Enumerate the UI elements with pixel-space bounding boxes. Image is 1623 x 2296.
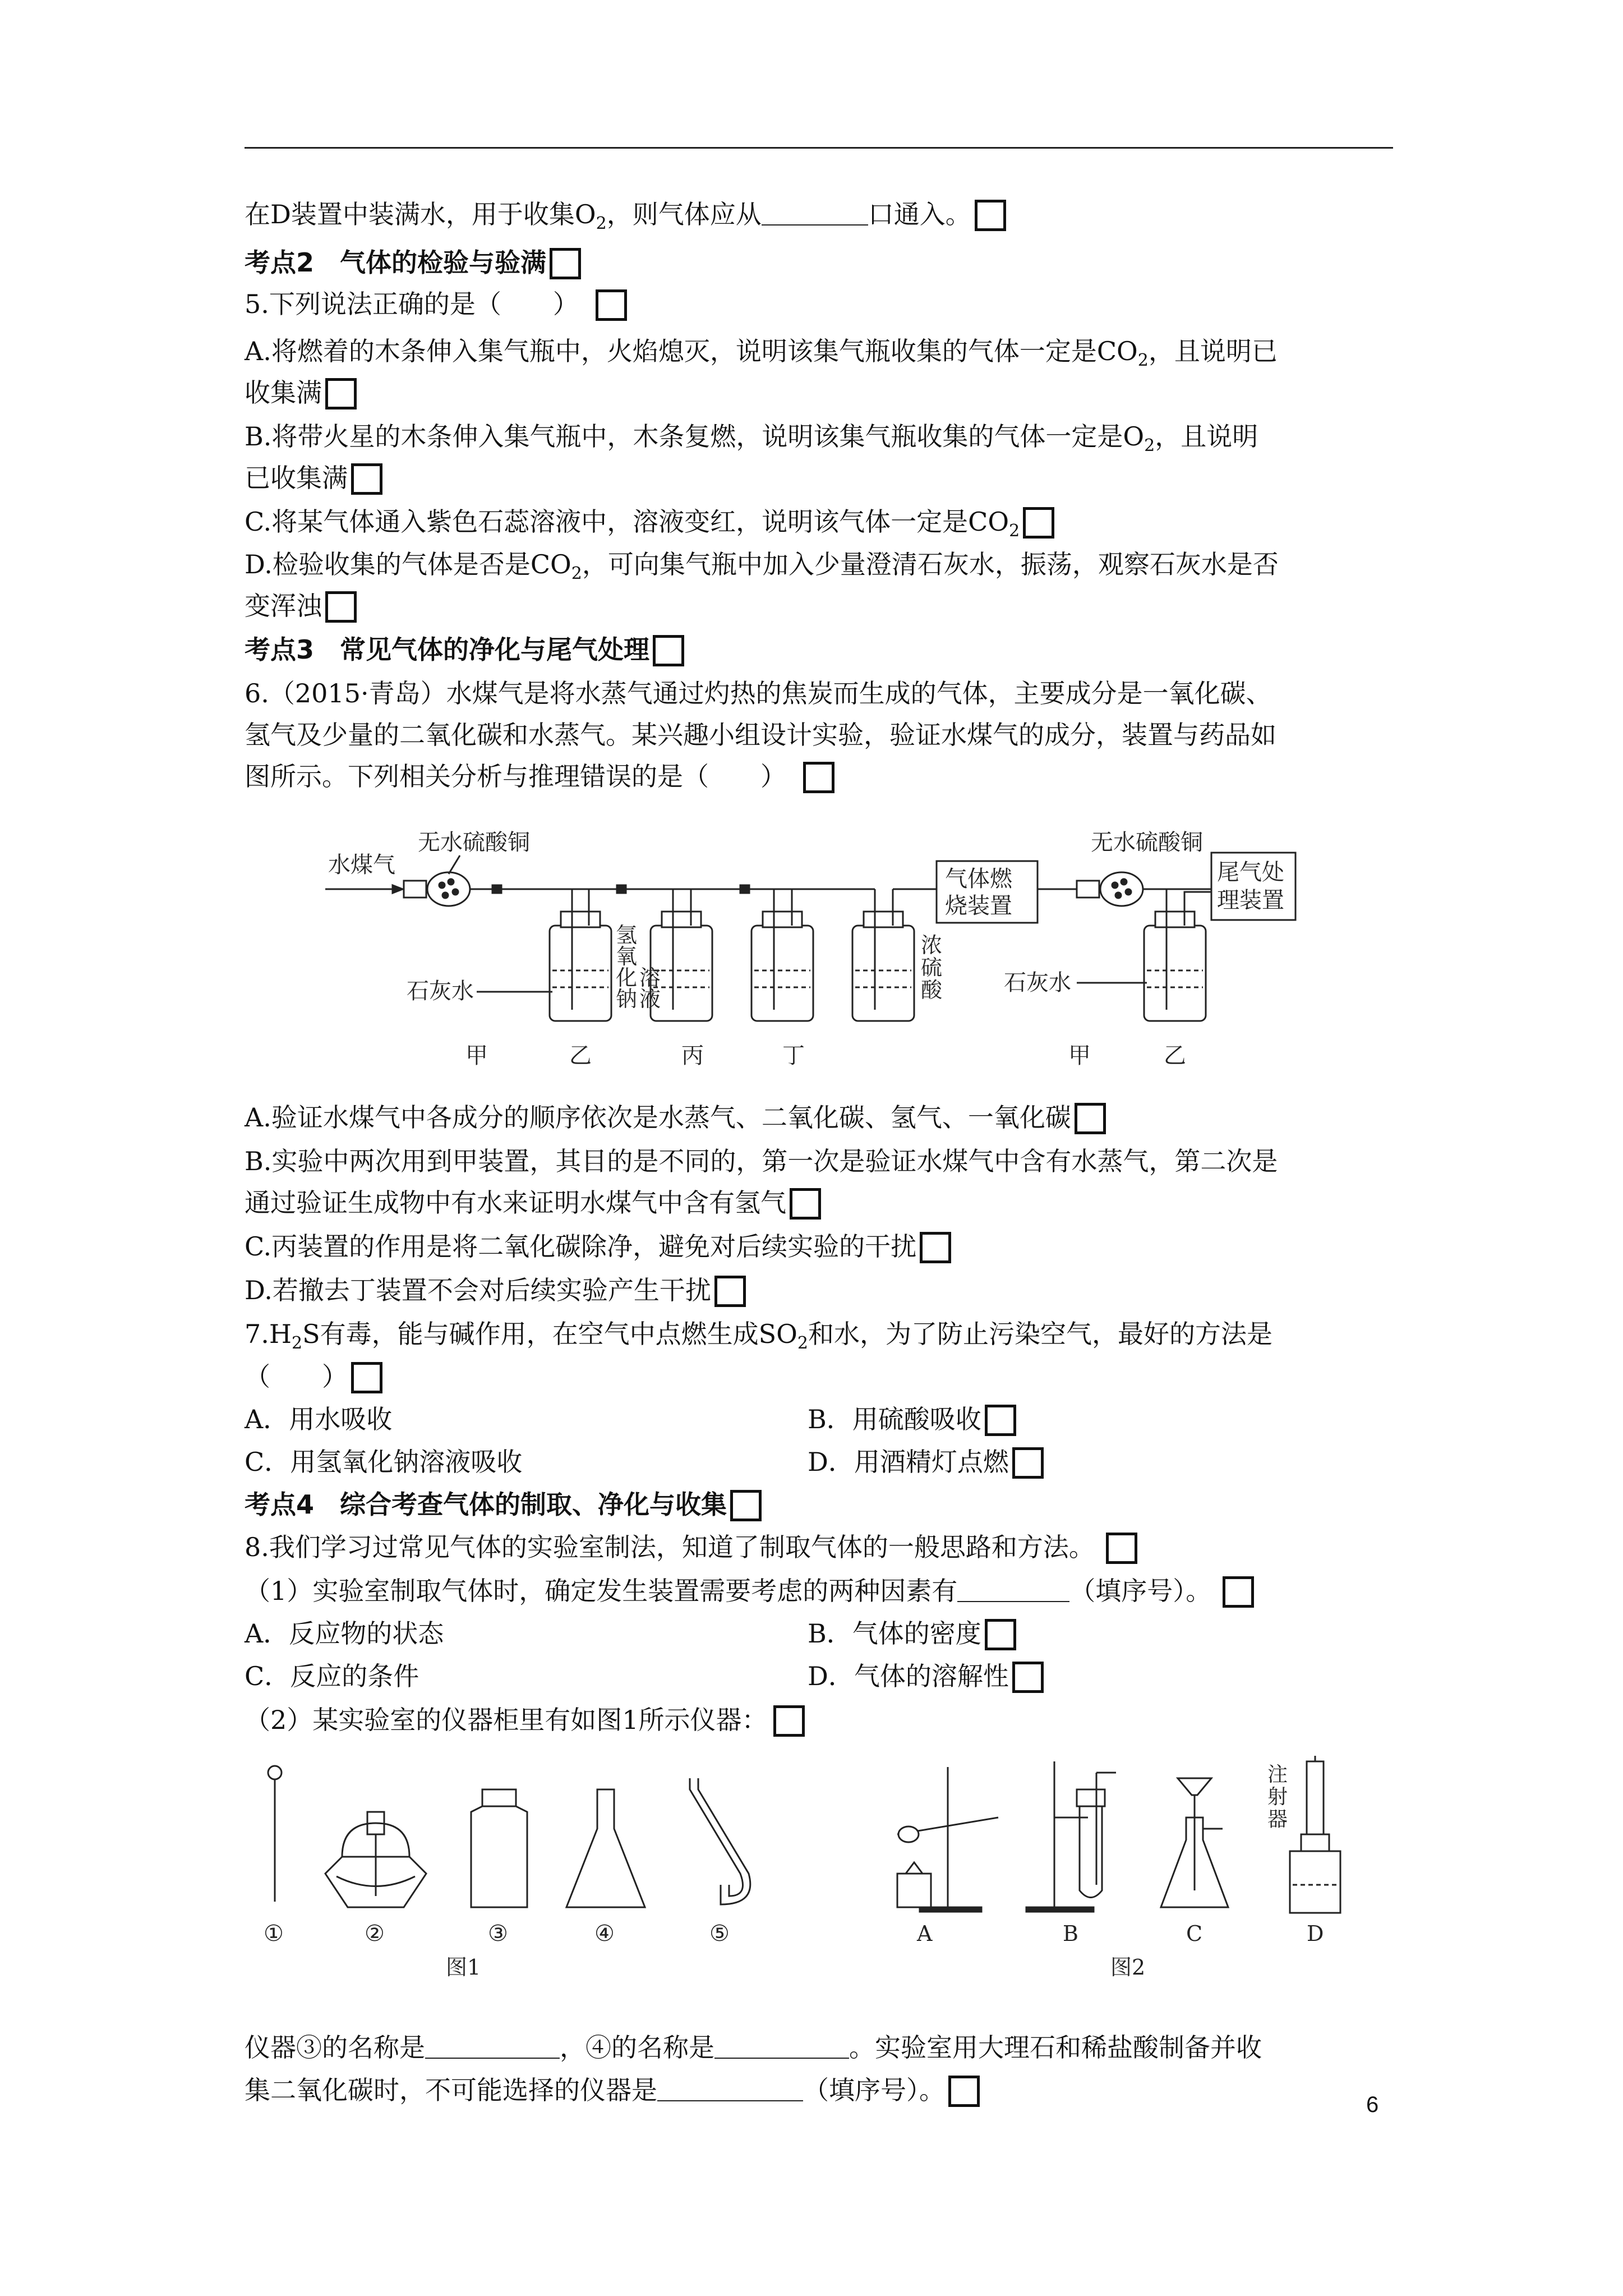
checkbox[interactable] — [985, 1405, 1016, 1436]
svg-text:B: B — [1063, 1921, 1078, 1946]
figure-1-instruments — [247, 1756, 841, 1980]
checkbox[interactable] — [653, 635, 684, 666]
svg-text:硫: 硫 — [921, 955, 943, 980]
svg-text:甲: 甲 — [1068, 1043, 1091, 1069]
svg-text:浓: 浓 — [921, 933, 943, 958]
checkbox[interactable] — [351, 463, 382, 495]
checkbox[interactable] — [920, 1232, 951, 1263]
svg-text:钠: 钠 — [616, 987, 638, 1011]
checkbox[interactable] — [1075, 1103, 1106, 1134]
q5-option-b-line1: B.将带火星的木条伸入集气瓶中，木条复燃，说明该集气瓶收集的气体一定是$O_2$，且说明 — [245, 421, 1258, 455]
instrument-1 — [268, 1766, 282, 1902]
q6-option-b-line1: B.实验中两次用到甲装置，其目的是不同的，第一次是验证水煤气中含有水蒸气，第二次是 — [245, 1146, 1278, 1176]
bottle-jia-1 — [550, 889, 611, 1021]
checkbox[interactable] — [550, 248, 581, 279]
bottle-jia-2 — [1144, 889, 1206, 1021]
checkbox[interactable] — [714, 1276, 746, 1307]
q6-option-d: D.若撤去丁装置不会对后续实验产生干扰 — [245, 1273, 1400, 1307]
answer-blank[interactable] — [657, 2078, 803, 2101]
svg-text:丙: 丙 — [681, 1043, 704, 1069]
q5-option-a-line2: 收集满 — [245, 376, 1400, 409]
svg-text:③: ③ — [488, 1921, 508, 1947]
checkbox[interactable] — [1106, 1533, 1137, 1564]
q8-options-row2: C．反应的条件 D．气体的溶解性 — [245, 1659, 1400, 1693]
apparatus-a — [897, 1767, 998, 1912]
bottle-bing — [751, 889, 813, 1021]
svg-text:气体燃: 气体燃 — [945, 866, 1012, 892]
water-gas-apparatus-diagram — [314, 808, 1301, 1071]
svg-text:射: 射 — [1267, 1786, 1288, 1809]
q8-part3-line1: 仪器③的名称是 ，④的名称是 。实验室用大理石和稀盐酸制备并收 — [245, 2032, 1262, 2063]
svg-text:液: 液 — [639, 987, 661, 1011]
question-7-line1: $7.H_2S$有毒，能与碱作用，在空气中点燃生成$SO_2$和水，为了防止污染空气，最好的方法是 — [245, 1319, 1272, 1353]
bottle-ding — [852, 889, 914, 1021]
header-rule — [245, 147, 1393, 149]
svg-text:乙: 乙 — [1164, 1043, 1186, 1069]
svg-text:溶: 溶 — [639, 965, 661, 990]
label-syringe — [1267, 1763, 1288, 1831]
q7-options-row2: C．用氢氧化钠溶液吸收 D．用酒精灯点燃 — [245, 1445, 1400, 1479]
svg-text:D: D — [1307, 1921, 1324, 1946]
question-8-stem: 8.我们学习过常见气体的实验室制法，知道了制取气体的一般思路和方法。 — [245, 1530, 1400, 1564]
q5-option-d-line1: D.检验收集的气体是否是$CO_2$，可向集气瓶中加入少量澄清石灰水，振荡，观察石灰水是否 — [245, 549, 1279, 583]
checkbox[interactable] — [773, 1705, 805, 1737]
svg-text:图2: 图2 — [1110, 1955, 1146, 1980]
svg-text:酸: 酸 — [921, 978, 943, 1002]
figure-2-letters — [916, 1921, 1324, 1980]
svg-text:理装置: 理装置 — [1217, 887, 1284, 913]
svg-text:⑤: ⑤ — [709, 1921, 730, 1947]
instrument-3 — [471, 1789, 527, 1907]
question-6-line2: 氢气及少量的二氧化碳和水蒸气。某兴趣小组设计实验，验证水煤气的成分，装置与药品如 — [245, 720, 1276, 750]
checkbox[interactable] — [985, 1619, 1016, 1650]
svg-text:甲: 甲 — [465, 1043, 488, 1069]
checkbox[interactable] — [803, 762, 834, 793]
answer-blank[interactable] — [957, 1579, 1069, 1602]
svg-text:氧: 氧 — [616, 944, 638, 969]
svg-text:④: ④ — [594, 1921, 615, 1947]
svg-text:丁: 丁 — [782, 1043, 805, 1069]
checkbox[interactable] — [1012, 1662, 1044, 1693]
checkbox[interactable] — [1012, 1447, 1044, 1479]
svg-text:①: ① — [264, 1921, 284, 1947]
checkbox[interactable] — [1223, 1576, 1254, 1608]
svg-text:乙: 乙 — [569, 1043, 592, 1069]
question-6-line3: 图所示。下列相关分析与推理错误的是（ ） — [245, 760, 1400, 793]
apparatus-b — [1026, 1761, 1116, 1912]
instrument-5 — [690, 1778, 750, 1904]
svg-text:烧装置: 烧装置 — [945, 893, 1012, 919]
answer-blank[interactable] — [762, 202, 868, 226]
q5-option-b-line2: 已收集满 — [245, 461, 1400, 495]
svg-text:器: 器 — [1267, 1808, 1288, 1831]
instrument-4 — [566, 1789, 645, 1907]
checkbox[interactable] — [1023, 507, 1054, 539]
q8-part2: （2）某实验室的仪器柜里有如图1所示仪器： — [245, 1703, 1400, 1737]
question-7-line2: （ ） — [245, 1360, 1400, 1393]
figure-1-numbers — [264, 1921, 730, 1980]
label-limewater-2: 石灰水 — [1004, 970, 1071, 996]
checkbox[interactable] — [730, 1490, 762, 1521]
checkbox[interactable] — [325, 591, 357, 623]
apparatus-d — [1290, 1756, 1340, 1913]
apparatus-labels — [465, 1043, 1186, 1069]
q6-option-b-line2: 通过验证生成物中有水来证明水煤气中含有氢气 — [245, 1186, 1400, 1220]
q5-option-d-line2: 变浑浊 — [245, 589, 1400, 623]
label-cuso4-1: 无水硫酸铜 — [418, 830, 530, 855]
svg-text:注: 注 — [1267, 1763, 1288, 1786]
svg-text:氢: 氢 — [616, 923, 638, 947]
svg-text:②: ② — [365, 1921, 385, 1947]
page-number: 6 — [1366, 2092, 1379, 2117]
q5-option-a-line1: A.将燃着的木条伸入集气瓶中，火焰熄灭，说明该集气瓶收集的气体一定是$CO_2$，且说明已 — [245, 336, 1278, 370]
svg-text:A: A — [917, 1921, 933, 1946]
figure-2-apparatus — [875, 1756, 1402, 1980]
question-6-line1: 6.（2015·青岛）水煤气是将水蒸气通过灼热的焦炭而生成的气体，主要成分是一氧化碳、 — [245, 678, 1272, 708]
q8-part3-line2: 集二氧化碳时，不可能选择的仪器是 （填序号）。 — [245, 2073, 1400, 2107]
q6-option-c: C.丙装置的作用是将二氧化碳除净，避免对后续实验的干扰 — [245, 1230, 1400, 1263]
svg-text:尾气处: 尾气处 — [1217, 859, 1284, 885]
label-h2so4 — [921, 933, 943, 1002]
label-cuso4-2: 无水硫酸铜 — [1091, 830, 1203, 855]
checkbox[interactable] — [325, 378, 357, 409]
label-water-gas: 水煤气 — [328, 852, 395, 878]
answer-blank[interactable] — [425, 2035, 560, 2059]
section-heading-2: 考点2 气体的检验与验满 — [245, 246, 1400, 279]
q5-option-c: C.将某气体通入紫色石蕊溶液中，溶液变红，说明该气体一定是$CO_2$ — [245, 505, 1400, 548]
svg-text:化: 化 — [616, 965, 638, 990]
answer-blank[interactable] — [714, 2035, 849, 2059]
text-line-d-device: 在D装置中装满水，用于收集$O_2$，则气体应从 口通入。 — [245, 197, 1400, 241]
q7-options-row1: A．用水吸收 B．用硫酸吸收 — [245, 1402, 1400, 1436]
section-heading-3: 考点3 常见气体的净化与尾气处理 — [245, 633, 1400, 666]
checkbox[interactable] — [975, 200, 1006, 231]
question-5-stem: 5.下列说法正确的是（ ） — [245, 287, 1400, 321]
checkbox[interactable] — [596, 289, 627, 321]
svg-text:C: C — [1186, 1921, 1203, 1946]
checkbox[interactable] — [790, 1188, 821, 1220]
checkbox[interactable] — [948, 2076, 980, 2107]
section-heading-4: 考点4 综合考查气体的制取、净化与收集 — [245, 1488, 1400, 1521]
q6-option-a: A.验证水煤气中各成分的顺序依次是水蒸气、二氧化碳、氢气、一氧化碳 — [245, 1101, 1400, 1134]
apparatus-c — [1161, 1778, 1228, 1907]
svg-text:图1: 图1 — [446, 1955, 481, 1980]
checkbox[interactable] — [351, 1362, 382, 1393]
q8-part1: （1）实验室制取气体时，确定发生装置需要考虑的两种因素有 （填序号）。 — [245, 1574, 1400, 1608]
label-limewater-1: 石灰水 — [407, 978, 474, 1004]
instrument-2 — [325, 1812, 426, 1907]
q8-options-row1: A．反应物的状态 B．气体的密度 — [245, 1617, 1400, 1650]
